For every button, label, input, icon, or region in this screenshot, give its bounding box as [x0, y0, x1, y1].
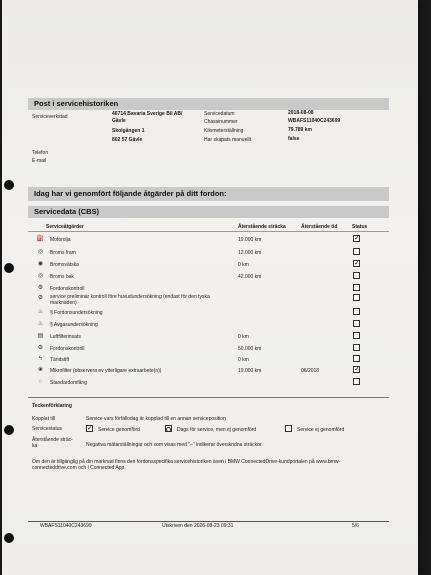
vehicle-control-icon: ⚙ — [37, 345, 44, 351]
status-label: Servicestatus — [32, 426, 63, 432]
status-checkbox — [353, 308, 360, 315]
rear-brake-icon: ◎ — [37, 273, 44, 279]
remaining-distance: 12.000 km — [238, 250, 262, 256]
legend-done-text: Service genomförd — [98, 427, 140, 433]
legend-title: Teckenförklaring — [32, 403, 72, 409]
status-checkbox: ✓ — [354, 260, 360, 267]
linked-label: Kopplat till — [32, 416, 56, 422]
remaining-distance: 19.000 km — [238, 237, 262, 243]
col-status: Status — [352, 224, 368, 230]
manual-label: Har skapats manuellt — [204, 137, 251, 143]
inspection-icon: ♨ — [37, 309, 44, 315]
vehicle-check-icon: ⚙ — [37, 285, 44, 291]
status-checkbox — [353, 272, 360, 279]
air-filter-icon: ▤ — [37, 333, 44, 339]
cbs-rows — [2, 0, 418, 575]
status-checkbox — [353, 332, 360, 339]
remaining-distance: 0 km — [238, 334, 249, 340]
brake-fluid-icon: ◉ — [37, 261, 44, 267]
remaining-distance: 42.000 km — [238, 274, 262, 280]
remaining-time: 06/2018 — [301, 368, 320, 374]
workshop-line: 46714 Bavaria Sverige Bil AB/ — [112, 111, 183, 117]
legend-divider — [28, 397, 389, 398]
footer-printed: Utskriven den 2026-08-23 09:31 — [162, 523, 234, 529]
status-checkbox — [353, 284, 360, 291]
col-service-item: Serviceåtgärder — [46, 224, 84, 230]
spark-plug-icon: ϟ — [38, 356, 43, 362]
service-check-icon: ⚙ — [37, 295, 44, 301]
service-item-name: Broms bak — [50, 274, 74, 280]
remaining-text: Negativa mätarställningar och som visas med "–" indikerar överskridna sträckor. — [86, 442, 263, 448]
status-checkbox: ✓ — [354, 366, 360, 373]
manual-value: false — [288, 136, 300, 142]
service-item-name: Standardomfång — [50, 380, 87, 386]
remaining-distance: 0 km — [238, 357, 249, 363]
oil-can-icon: ⛽ — [36, 236, 45, 242]
service-item-name: service preliminär kontroll före huvudundersökning (endast för den tyska marknaden) — [50, 294, 210, 306]
measures-header: Idag har vi genomfört följande åtgärder på ditt fordon: — [28, 187, 389, 201]
service-item-name: Fordonskontroll — [50, 286, 85, 292]
footer-note: Om den är tillgänglig på din marknad finns den fordonsspecifika servicehistoriken även i BMW ConnectedDrive-kundportalen på www.bmw-connecteddrive.com och i Connected App. — [32, 459, 341, 471]
remaining-label: Återstående sträc-ka — [32, 437, 73, 449]
email-label: E-mail — [32, 158, 47, 164]
service-item-name: Broms fram — [50, 250, 76, 256]
linked-text: Service vars förfallodag är kopplad till en annan serviceposition — [86, 416, 226, 422]
status-checkbox — [353, 294, 360, 301]
status-checkbox: ✓ — [354, 235, 360, 242]
legend-due-text: Dags för service, men ej genomförd — [177, 427, 257, 433]
microfilter-icon: ❀ — [37, 367, 44, 373]
document-page — [2, 0, 418, 575]
col-remaining-distance: Återstående sträcka — [238, 224, 286, 230]
service-item-name: Mikrofilter (observera ev ytterligare extraarbete(n)) — [50, 368, 162, 374]
service-item-name: Motorolja — [50, 237, 71, 243]
standard-scope-icon: ◌ — [38, 379, 43, 385]
mileage-label: Kilometerställning — [204, 128, 244, 134]
footer-vin: WBAFS11040C243699 — [40, 523, 92, 529]
status-checkbox — [353, 378, 360, 385]
legend-due-checkbox — [165, 425, 172, 432]
service-item-name: § Fordonsundersökning — [50, 310, 103, 316]
phone-label: Telefon — [32, 150, 49, 156]
service-item-name: Bromsvätska — [50, 262, 79, 268]
status-checkbox — [353, 355, 360, 362]
service-date-label: Servicedatum — [204, 111, 235, 117]
service-item-name: Fordonskontroll — [50, 346, 85, 352]
cbs-header: Servicedata (CBS) — [28, 206, 389, 218]
legend-not-done-checkbox — [285, 425, 292, 432]
workshop-line: Skolgången 1 — [112, 128, 145, 134]
service-item-name: Luftfilterinsats — [50, 334, 81, 340]
col-remaining-time: Återstående tid — [301, 224, 338, 230]
service-date-value: 2018-08-08 — [288, 110, 314, 116]
footer-divider — [28, 521, 389, 522]
service-history-header: Post i servicehistoriken — [28, 98, 389, 110]
chassis-label: Chassinummer — [204, 119, 238, 125]
workshop-label: Serviceverkstad — [32, 114, 68, 120]
workshop-line: 802 57 Gävle — [112, 137, 143, 143]
legend-done-checkbox: ✓ — [87, 425, 93, 432]
status-checkbox — [353, 320, 360, 327]
workshop-line: Gävle — [112, 118, 126, 124]
chassis-value: WBAFS11040C243699 — [288, 118, 341, 124]
status-checkbox — [353, 344, 360, 351]
remaining-distance: 50.000 km — [238, 346, 262, 352]
footer-page-number: 5/6 — [352, 523, 359, 529]
front-brake-icon: ◎ — [37, 249, 44, 255]
emission-icon: ♨ — [37, 321, 44, 327]
remaining-distance: 19.000 km — [238, 368, 262, 374]
legend-not-done-text: Service ej genomförd — [297, 427, 345, 433]
remaining-distance: 0 km — [238, 262, 249, 268]
service-item-name: § Avgasundersökning — [50, 322, 98, 328]
mileage-value: 79.789 km — [288, 127, 312, 133]
service-item-name: Tändstift — [50, 357, 70, 363]
status-checkbox — [353, 248, 360, 255]
